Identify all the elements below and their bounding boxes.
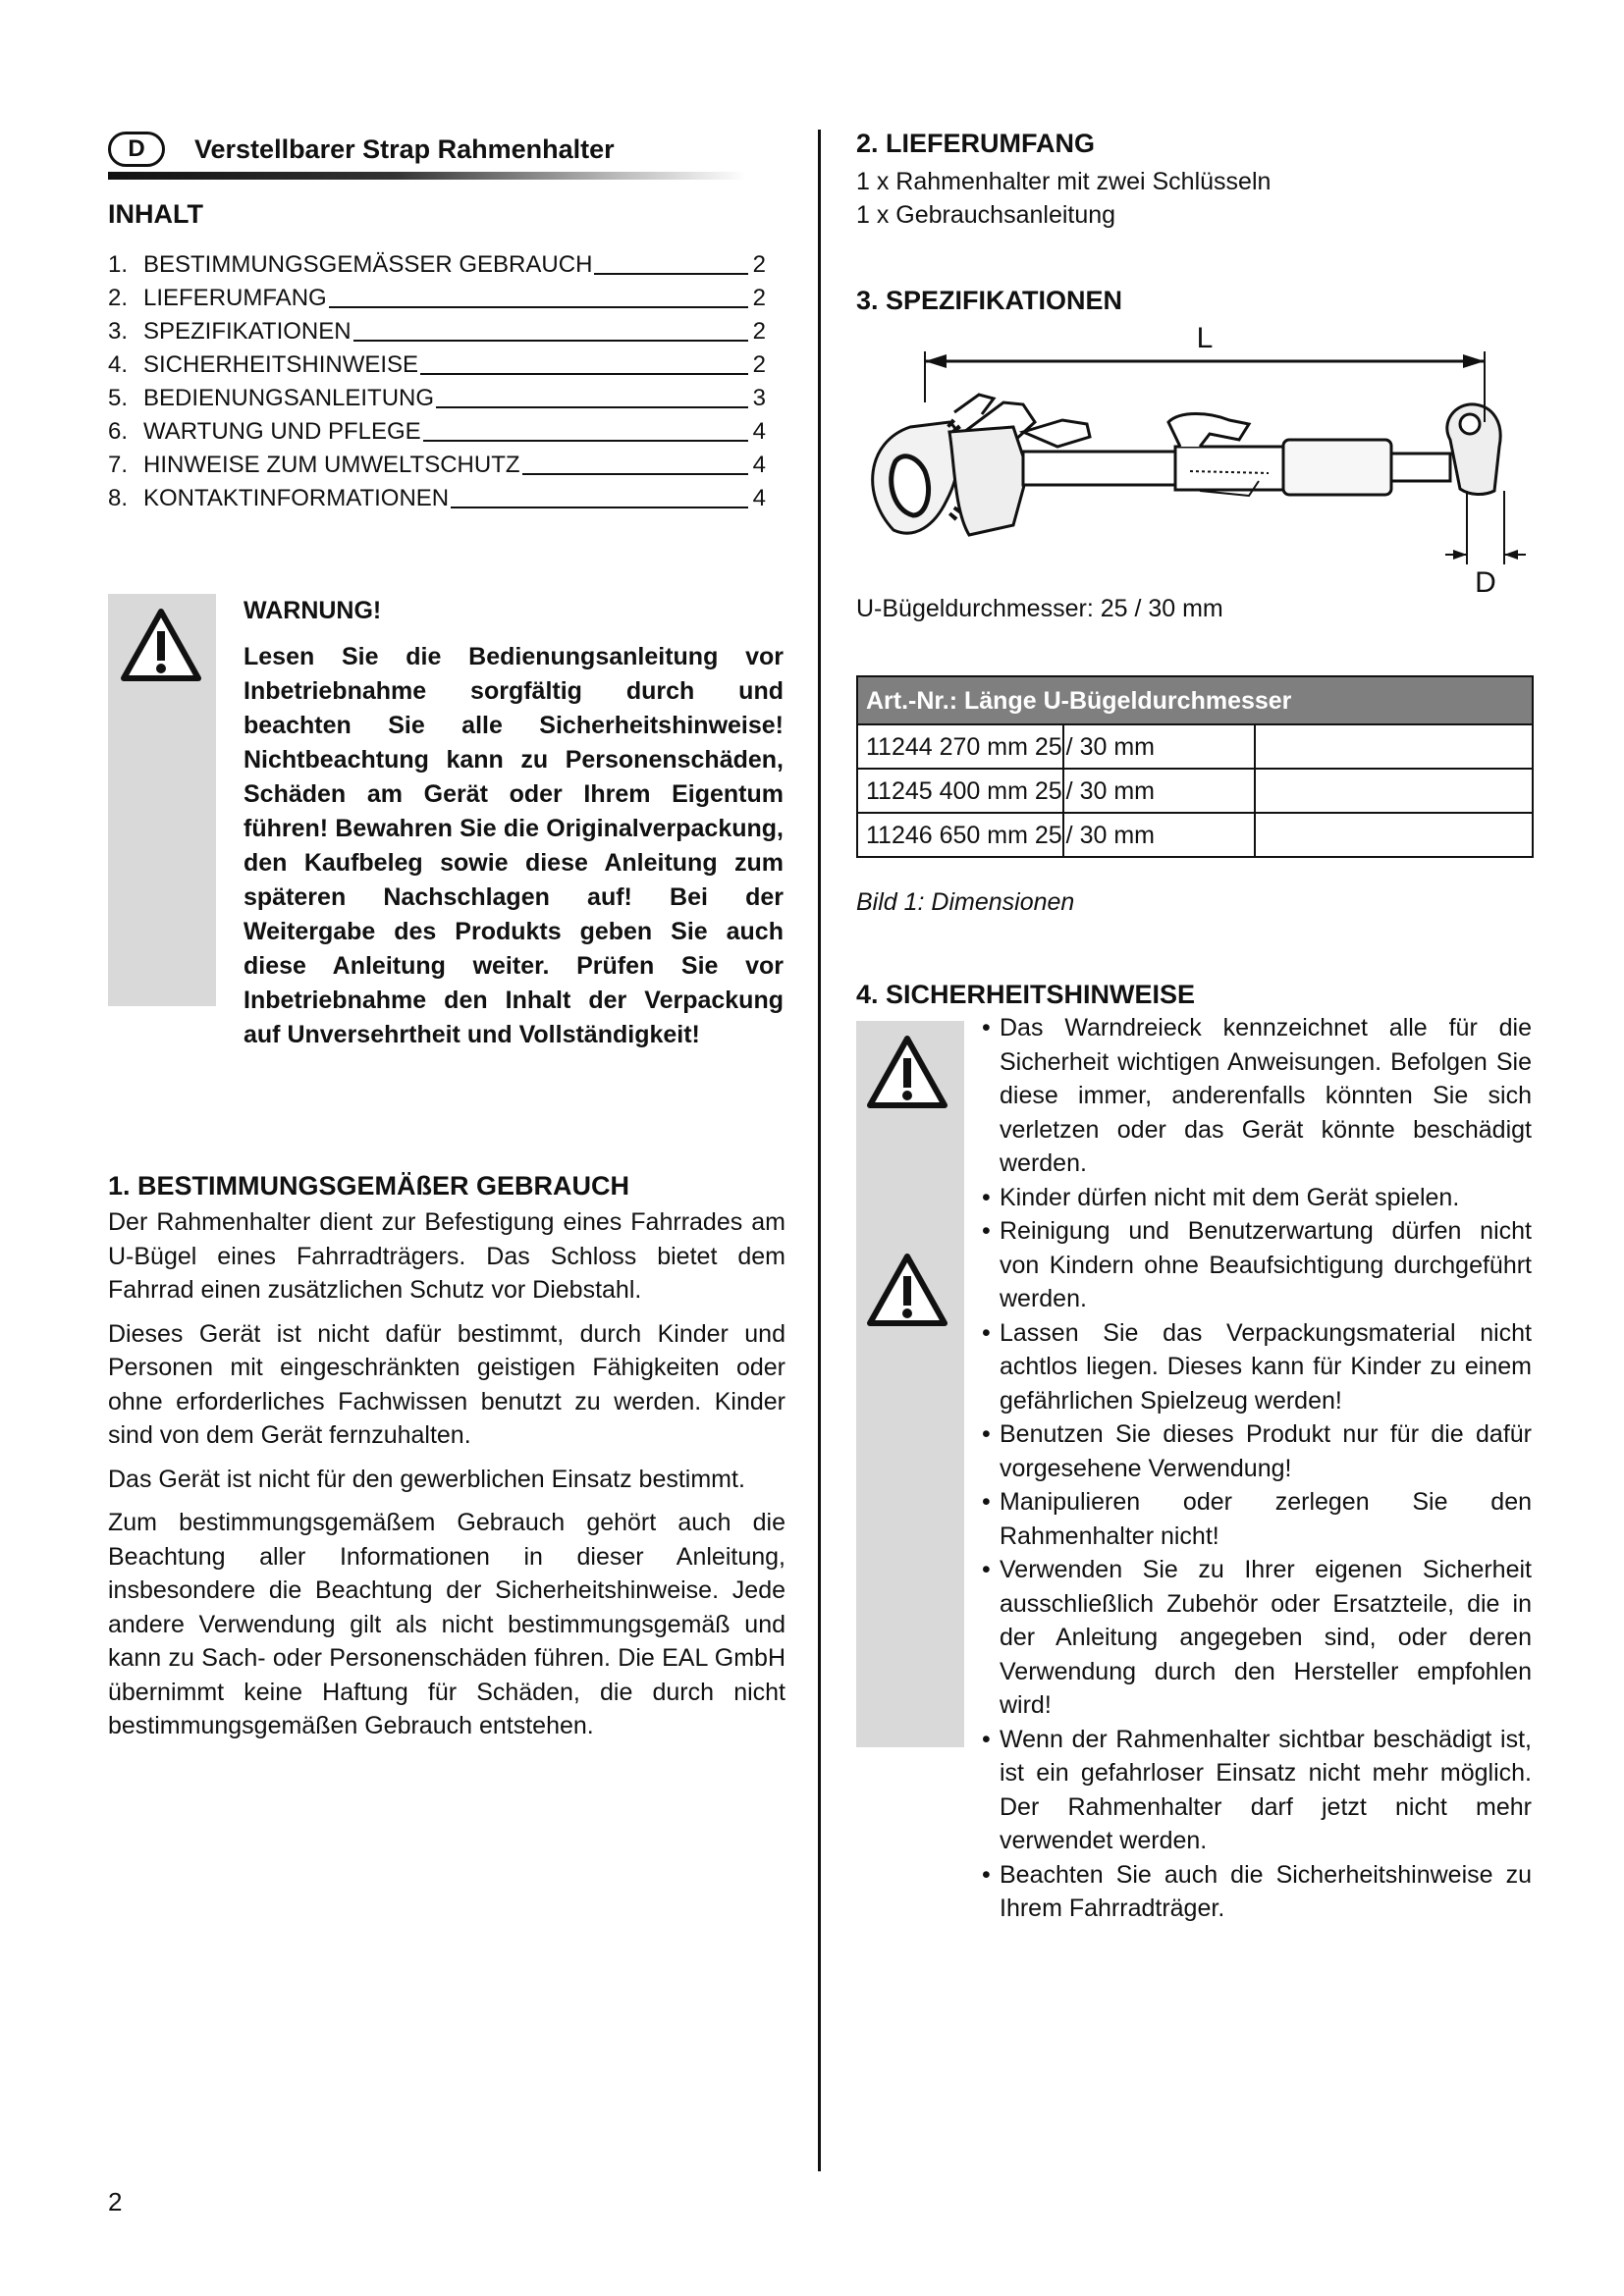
section-4-title: 4. SICHERHEITSHINWEISE bbox=[856, 980, 1196, 1009]
frame-holder-illustration bbox=[873, 395, 1500, 535]
table-cell bbox=[857, 769, 1063, 813]
toc-entry-page: 4 bbox=[752, 452, 766, 479]
toc-entry-page: 2 bbox=[752, 351, 766, 379]
list-item: • Verwenden Sie zu Ihrer eigenen Sicherheit ausschließlich Zubehör oder Ersatzteile, die in der Anleitung angegeben sind, oder deren Verwendung durch den Hersteller empfohlen wird! bbox=[982, 1553, 1532, 1723]
toc-leader-line bbox=[522, 473, 748, 475]
list-item: • Beachten Sie auch die Sicherheitshinweise zu Ihrem Fahrradträger. bbox=[982, 1858, 1532, 1926]
toc-entry-page: 2 bbox=[752, 251, 766, 279]
toc-entry-label: HINWEISE ZUM UMWELTSCHUTZ bbox=[143, 452, 520, 479]
toc-entry bbox=[108, 282, 766, 315]
toc-entry bbox=[108, 315, 766, 348]
toc-entry-label: BESTIMMUNGSGEMÄSSER GEBRAUCH bbox=[143, 251, 593, 279]
toc-entry bbox=[108, 449, 766, 482]
delivery-item: 1 x Gebrauchsanleitung bbox=[856, 201, 1116, 229]
toc-entry-label: SICHERHEITSHINWEISE bbox=[143, 351, 419, 379]
list-item: • Kinder dürfen nicht mit dem Gerät spielen. bbox=[982, 1181, 1532, 1215]
language-badge: D bbox=[108, 132, 165, 167]
toc-entry bbox=[108, 415, 766, 449]
table-cell-text: / 30 mm bbox=[1065, 821, 1155, 849]
section-3-title: 3. SPEZIFIKATIONEN bbox=[856, 286, 1123, 315]
toc-entry-number: 8. bbox=[108, 485, 129, 512]
warning-triangle-icon bbox=[866, 1253, 948, 1327]
toc-leader-line bbox=[423, 440, 748, 442]
table-cell-text: 11245 400 mm 25 bbox=[866, 776, 1062, 805]
safety-sidebar bbox=[856, 1021, 964, 1747]
list-item: • Manipulieren oder zerlegen Sie den Rahmenhalter nicht! bbox=[982, 1485, 1532, 1553]
section-1-title: 1. BESTIMMUNGSGEMÄßER GEBRAUCH bbox=[108, 1171, 630, 1201]
toc-entry-number: 7. bbox=[108, 452, 129, 479]
toc-leader-line bbox=[329, 306, 748, 308]
length-label: L bbox=[1196, 324, 1214, 354]
list-item: • Benutzen Sie dieses Produkt nur für die dafür vorgesehene Verwendung! bbox=[982, 1417, 1532, 1485]
delivery-contents-list bbox=[856, 165, 1271, 232]
table-cell bbox=[1255, 769, 1533, 813]
table-cell-text: 11246 650 mm 25 bbox=[866, 821, 1062, 849]
toc-leader-line bbox=[436, 406, 748, 408]
toc-entry-page: 4 bbox=[752, 485, 766, 512]
section-1-paragraph: Dieses Gerät ist nicht dafür bestimmt, durch Kinder und Personen mit eingeschränkten geistigen Fähigkeiten oder ohne erforderliches Fachwissen benutzt zu werden. Kinder sind von dem Gerät fernzuhalten. bbox=[108, 1319, 785, 1449]
toc-entry-page: 2 bbox=[752, 318, 766, 346]
toc-heading: INHALT bbox=[108, 199, 203, 229]
table-header-row bbox=[857, 676, 1533, 724]
diameter-dimension bbox=[1445, 491, 1526, 597]
section-1-paragraph: Der Rahmenhalter dient zur Befestigung eines Fahrrades am U-Bügel eines Fahrradträgers. Das Schloss bietet dem Fahrrad einen zusätzlichen Schutz vor Diebstahl. bbox=[108, 1208, 785, 1304]
toc-entry-label: SPEZIFIKATIONEN bbox=[143, 318, 352, 346]
toc-leader-line bbox=[353, 340, 748, 342]
list-item: • Reinigung und Benutzerwartung dürfen nicht von Kindern ohne Beaufsichtigung durchgeführt werden. bbox=[982, 1214, 1532, 1316]
list-item: • Lassen Sie das Verpackungsmaterial nicht achtlos liegen. Dieses kann für Kinder zu einem gefährlichen Spielzeug werden! bbox=[982, 1316, 1532, 1418]
table-cell bbox=[1255, 724, 1533, 769]
diameter-label: D bbox=[1475, 566, 1496, 597]
toc-entry bbox=[108, 348, 766, 382]
toc-entry-number: 6. bbox=[108, 418, 129, 446]
warning-sidebar bbox=[108, 594, 216, 1006]
table-cell bbox=[857, 813, 1063, 857]
section-1-body bbox=[108, 1205, 785, 1753]
table-cell-text: / 30 mm bbox=[1065, 732, 1155, 761]
warning-triangle-icon bbox=[120, 608, 202, 682]
toc-leader-line bbox=[451, 507, 748, 508]
table-cell bbox=[1063, 724, 1256, 769]
list-item: • Das Warndreieck kennzeichnet alle für die Sicherheit wichtigen Anweisungen. Befolgen Sie diese immer, anderenfalls könnten Sie sich verletzen oder das Gerät könnte beschädigt werden. bbox=[982, 1011, 1532, 1181]
safety-instructions-list bbox=[982, 1011, 1532, 1926]
document-title: Verstellbarer Strap Rahmenhalter bbox=[194, 134, 615, 164]
column-divider bbox=[818, 130, 821, 2171]
toc-entry-page: 4 bbox=[752, 418, 766, 446]
toc-entry-label: LIEFERUMFANG bbox=[143, 285, 327, 312]
toc-leader-line bbox=[420, 373, 748, 375]
table-row bbox=[857, 724, 1533, 769]
toc-entry-page: 2 bbox=[752, 285, 766, 312]
diameter-caption: U-Bügeldurchmesser: 25 / 30 mm bbox=[856, 595, 1223, 622]
table-cell-text: / 30 mm bbox=[1065, 776, 1155, 805]
toc-entry bbox=[108, 482, 766, 515]
section-2-title: 2. LIEFERUMFANG bbox=[856, 129, 1096, 158]
toc-entry-page: 3 bbox=[752, 385, 766, 412]
table-row bbox=[857, 769, 1533, 813]
table-header bbox=[857, 676, 1533, 724]
toc-entry-label: KONTAKTINFORMATIONEN bbox=[143, 485, 450, 512]
header-rule bbox=[108, 172, 746, 180]
table-header-text: Art.-Nr.: Länge U-Bügeldurchmesser bbox=[866, 686, 1292, 715]
table-of-contents bbox=[108, 248, 766, 515]
warning-title: WARNUNG! bbox=[244, 597, 382, 624]
toc-entry-number: 3. bbox=[108, 318, 129, 346]
warning-text: Lesen Sie die Bedienungsanleitung vor Inbetriebnahme sorgfältig durch und beachten Sie alle Sicherheitshinweise! Nichtbeachtung kann zu Personenschäden, Schäden am Gerät oder Ihrem Eigentum führen! Bewahren Sie die Originalverpackung, den Kaufbeleg sowie diese Anleitung zum späteren Nachschlagen auf! Bei der Weitergabe des Produkts geben Sie auch diese Anleitung weiter. Prüfen Sie vor Inbetriebnahme den Inhalt der Verpackung auf Unversehrtheit und Vollständigkeit! bbox=[244, 643, 784, 1048]
toc-entry-number: 4. bbox=[108, 351, 129, 379]
warning-triangle-icon bbox=[866, 1035, 948, 1109]
specification-table bbox=[856, 675, 1534, 858]
toc-entry-number: 1. bbox=[108, 251, 129, 279]
toc-entry-number: 5. bbox=[108, 385, 129, 412]
figure-caption: Bild 1: Dimensionen bbox=[856, 888, 1075, 916]
toc-entry-label: WARTUNG UND PFLEGE bbox=[143, 418, 421, 446]
toc-entry-label: BEDIENUNGSANLEITUNG bbox=[143, 385, 435, 412]
table-cell-text: 11244 270 mm 25 bbox=[866, 732, 1062, 761]
frame-holder-dimension-drawing bbox=[856, 324, 1534, 597]
table-cell bbox=[1255, 813, 1533, 857]
table-cell bbox=[857, 724, 1063, 769]
delivery-item: 1 x Rahmenhalter mit zwei Schlüsseln bbox=[856, 168, 1272, 195]
section-1-paragraph: Das Gerät ist nicht für den gewerblichen Einsatz bestimmt. bbox=[108, 1465, 745, 1493]
table-cell bbox=[1063, 769, 1256, 813]
section-1-paragraph: Zum bestimmungsgemäßem Gebrauch gehört auch die Beachtung aller Informationen in dieser Anleitung, insbesondere die Beachtung der Sicherheitshinweise. Jede andere Verwendung gilt als nicht bestimmungsgemäß und kann zu Sach- oder Personenschäden führen. Die EAL GmbH übernimmt keine Haftung für Schäden, die durch nicht bestimmungsgemäßen Gebrauch entstehen. bbox=[108, 1509, 785, 1739]
toc-entry bbox=[108, 248, 766, 282]
table-cell bbox=[1063, 813, 1256, 857]
page-number: 2 bbox=[108, 2187, 123, 2216]
toc-entry-number: 2. bbox=[108, 285, 129, 312]
table-row bbox=[857, 813, 1533, 857]
toc-leader-line bbox=[594, 273, 748, 275]
list-item: • Wenn der Rahmenhalter sichtbar beschädigt ist, ist ein gefahrloser Einsatz nicht mehr möglich. Der Rahmenhalter darf jetzt nicht mehr verwendet werden. bbox=[982, 1723, 1532, 1858]
toc-entry bbox=[108, 382, 766, 415]
